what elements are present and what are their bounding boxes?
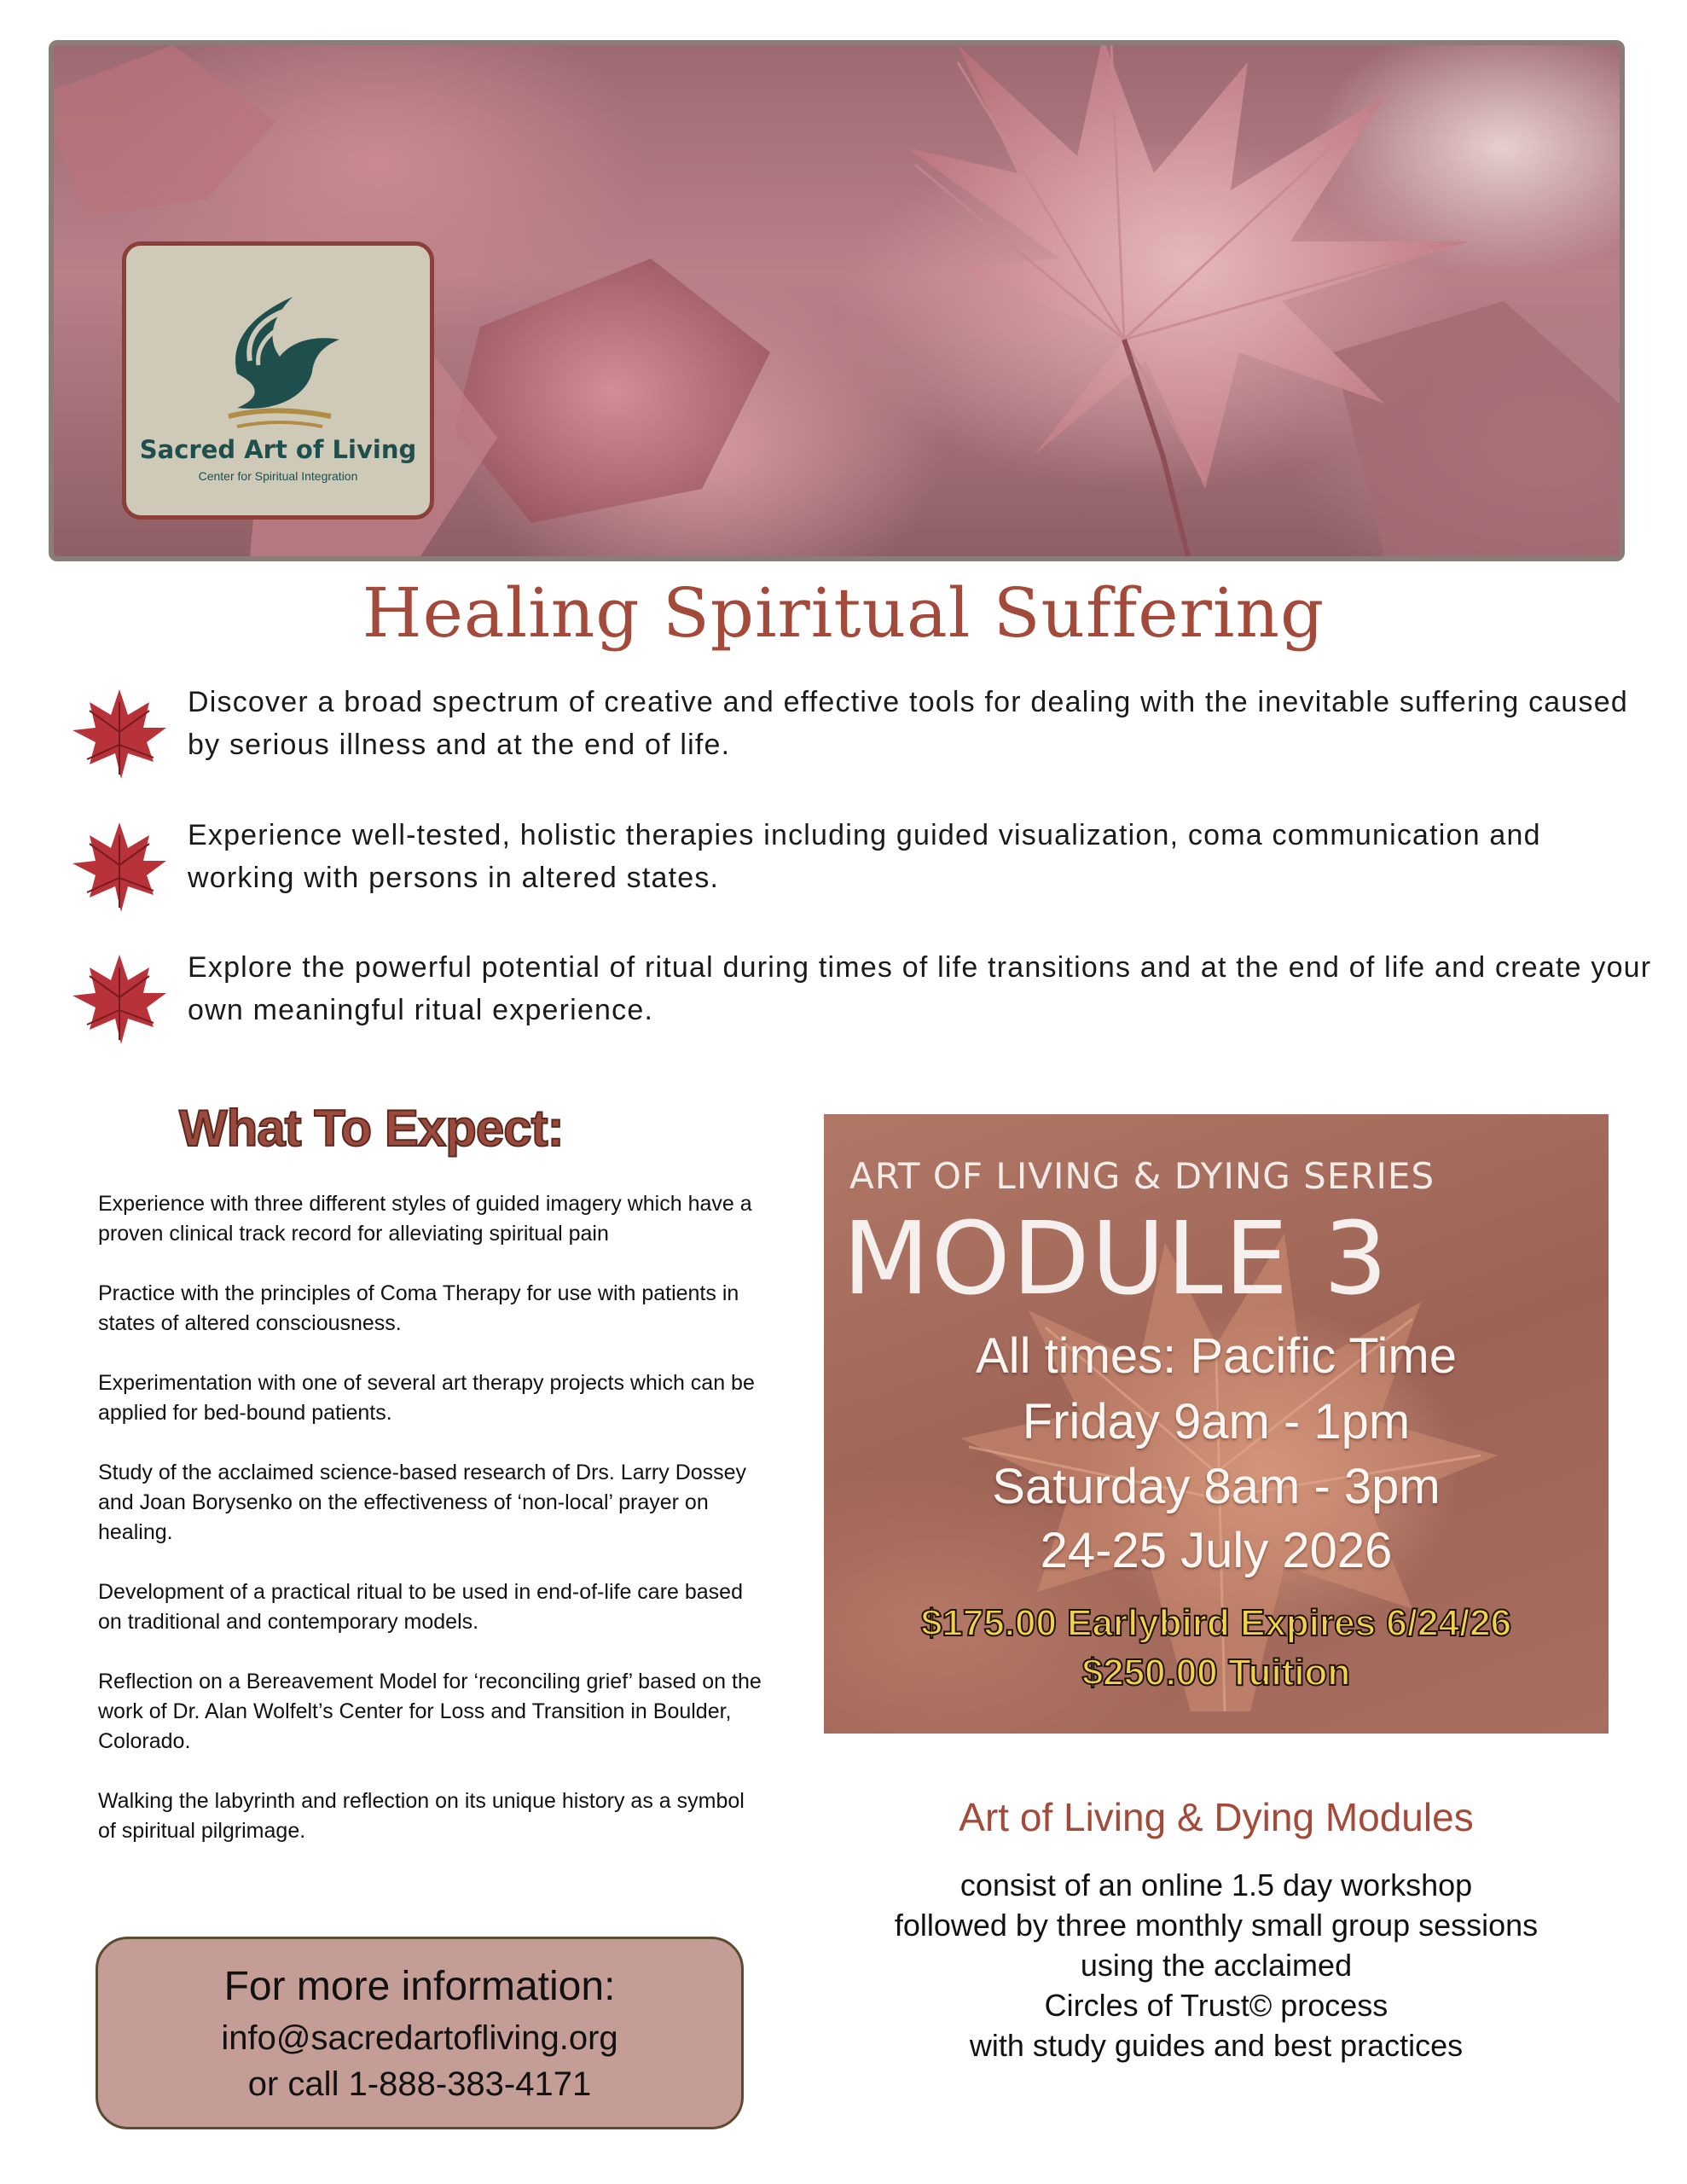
modules-description <box>824 1865 1609 2065</box>
page-title: Healing Spiritual Suffering <box>362 573 1325 653</box>
bullet-text: Explore the powerful potential of ritual during times of life transitions and at the end of life and create your own meaningful ritual experience. <box>188 951 1652 1026</box>
contact-email[interactable]: info@sacredartofliving.org <box>221 2019 618 2057</box>
schedule-saturday: Saturday 8am - 3pm <box>992 1459 1441 1514</box>
expect-list <box>98 1189 763 1876</box>
maple-leaf-icon <box>68 681 171 783</box>
modules-line: consist of an online 1.5 day workshop <box>959 1867 1473 1902</box>
expect-item: Reflection on a Bereavement Model for ‘reconciling grief’ based on the work of Dr. Alan Wolfelt’s Center for Loss and Transition in Boulder, Colorado. <box>98 1670 762 1753</box>
bullet-text: Discover a broad spectrum of creative and effective tools for dealing with the inevitable suffering caused by serious illness and at the end of life. <box>188 686 1628 761</box>
logo <box>122 241 434 520</box>
schedule-dates: 24-25 July 2026 <box>1040 1523 1393 1578</box>
contact-box <box>96 1937 744 2129</box>
contact-heading: For more information: <box>223 1964 616 2009</box>
expect-item: Practice with the principles of Coma Therapy for use with patients in states of altered consciousness. <box>98 1281 739 1335</box>
maple-leaf-icon <box>68 814 171 916</box>
dove-icon <box>212 280 353 433</box>
expect-item: Experience with three different styles of guided imagery which have a proven clinical track record for alleviating spiritual pain <box>98 1192 752 1246</box>
logo-title: Sacred Art of Living <box>139 435 417 464</box>
expect-item: Study of the acclaimed science-based research of Drs. Larry Dossey and Joan Borysenko on the effectiveness of ‘non-local’ prayer on healing. <box>98 1461 747 1544</box>
maple-leaf-icon <box>68 946 171 1048</box>
expect-item: Experimentation with one of several art therapy projects which can be applied for bed-bound patients. <box>98 1371 755 1425</box>
modules-line: using the acclaimed <box>1080 1948 1353 1983</box>
modules-line: Circles of Trust© process <box>1044 1988 1388 2023</box>
tuition-price: $250.00 Tuition <box>1081 1652 1351 1693</box>
modules-heading: Art of Living & Dying Modules <box>959 1795 1474 1839</box>
expect-heading: What To Expect: <box>179 1100 564 1157</box>
earlybird-price: $175.00 Earlybird Expires 6/24/26 <box>920 1602 1512 1644</box>
module-number: MODULE 3 <box>843 1199 1389 1317</box>
expect-item: Walking the labyrinth and reflection on its unique history as a symbol of spiritual pilgrimage. <box>98 1789 745 1843</box>
contact-phone[interactable]: or call 1-888-383-4171 <box>247 2065 592 2103</box>
schedule-timezone: All times: Pacific Time <box>976 1328 1457 1384</box>
modules-line: with study guides and best practices <box>969 2028 1464 2063</box>
schedule-friday: Friday 9am - 1pm <box>1022 1394 1411 1449</box>
expect-item: Development of a practical ritual to be used in end-of-life care based on traditional and contemporary models. <box>98 1580 743 1634</box>
logo-subtitle: Center for Spiritual Integration <box>198 469 358 483</box>
series-label: ART OF LIVING & DYING SERIES <box>849 1155 1435 1197</box>
modules-line: followed by three monthly small group sessions <box>894 1908 1539 1943</box>
hero-banner <box>49 40 1625 561</box>
module-info-box <box>824 1114 1609 1734</box>
bullet-text: Experience well-tested, holistic therapies including guided visualization, coma communication and working with persons in altered states. <box>188 819 1541 894</box>
